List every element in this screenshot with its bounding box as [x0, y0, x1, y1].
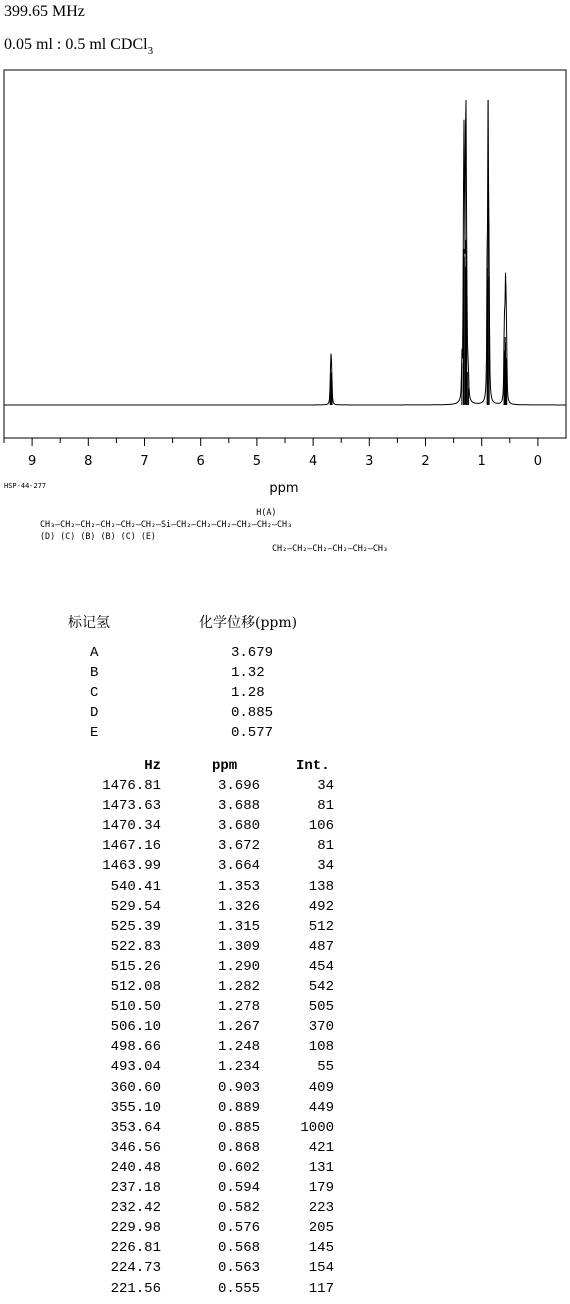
- peak-ppm-cell: 3.688: [217, 798, 260, 815]
- assignment-shift-value: 0.577: [231, 725, 274, 741]
- peak-int-cell: 145: [308, 1240, 334, 1257]
- assignment-shift-value: 3.679: [231, 645, 274, 661]
- peak-int-cell: 34: [317, 778, 334, 794]
- peak-int-cell: 205: [308, 1220, 334, 1237]
- peak-hz-cell: 224.73: [110, 1260, 161, 1277]
- peak-ppm-cell: 1.326: [217, 898, 260, 915]
- peak-ppm-cell: 0.885: [217, 1119, 260, 1136]
- x-tick-label: 0: [533, 454, 543, 469]
- peak-ppm-cell: 1.248: [217, 1039, 260, 1056]
- peak-hz-cell: 510.50: [110, 999, 161, 1016]
- peak-row: [0, 1160, 570, 1180]
- peak-hz-cell: 512.08: [110, 979, 161, 995]
- peak-row: [0, 979, 570, 999]
- structure-line-main: CH₃—CH₂—CH₂—CH₂—CH₂—CH₂—Si—CH₂—CH₂—CH₂—CH₂—CH₂—CH₃: [40, 519, 293, 529]
- x-tick-label: 4: [308, 454, 318, 469]
- peak-hz-cell: 355.10: [110, 1099, 161, 1116]
- assignment-shift-value: 0.885: [231, 705, 274, 721]
- structure-line-branch: CH₂—CH₂—CH₂—CH₂—CH₂—CH₃: [272, 543, 388, 553]
- peak-row: [0, 778, 570, 798]
- peak-hz-cell: 529.54: [110, 898, 161, 915]
- peak-ppm-cell: 3.696: [217, 778, 260, 794]
- peak-hz-cell: 229.98: [110, 1220, 161, 1237]
- peak-int-cell: 55: [317, 1059, 334, 1076]
- peak-ppm-cell: 1.315: [217, 918, 260, 935]
- assignment-hydrogen-label: B: [90, 665, 99, 681]
- peak-row: [0, 1120, 570, 1140]
- spectrometer-frequency: 399.65 MHz: [4, 3, 85, 20]
- peak-int-cell: 542: [308, 979, 334, 995]
- peak-int-cell: 505: [308, 999, 334, 1016]
- peak-row: [0, 1059, 570, 1079]
- peak-ppm-cell: 3.680: [217, 818, 260, 835]
- peak-hz-cell: 522.83: [110, 938, 161, 955]
- x-tick-label: 3: [365, 454, 374, 469]
- x-tick-label: 7: [140, 454, 149, 469]
- peak-ppm-cell: 0.903: [217, 1079, 260, 1096]
- peak-hz-cell: 360.60: [110, 1079, 161, 1096]
- peak-row: [0, 1200, 570, 1220]
- assignment-hydrogen-label: C: [90, 685, 99, 701]
- peak-row: [0, 959, 570, 979]
- peak-hz-cell: 515.26: [110, 958, 161, 975]
- peak-row: [0, 999, 570, 1019]
- peak-ppm-cell: 1.234: [217, 1059, 260, 1076]
- assignment-row: [0, 665, 570, 685]
- peak-ppm-cell: 0.602: [217, 1159, 260, 1176]
- peak-hz-cell: 1476.81: [102, 778, 161, 794]
- peak-int-cell: 117: [308, 1280, 334, 1297]
- peak-hz-cell: 1467.16: [102, 838, 161, 855]
- peak-int-cell: 108: [308, 1039, 334, 1056]
- peak-int-cell: 154: [308, 1260, 334, 1277]
- peak-row: [0, 1100, 570, 1120]
- assignment-row: [0, 705, 570, 725]
- peak-hz-cell: 1473.63: [102, 798, 161, 815]
- peak-row: [0, 899, 570, 919]
- x-tick-label: 1: [477, 454, 486, 469]
- peak-ppm-cell: 0.563: [217, 1260, 260, 1277]
- assignment-row: [0, 685, 570, 705]
- x-axis: [4, 438, 542, 469]
- peak-ppm-cell: 0.594: [217, 1180, 260, 1196]
- nmr-spectrum-chart: [0, 0, 570, 500]
- peak-hz-cell: 240.48: [110, 1159, 161, 1176]
- peak-hz-cell: 498.66: [110, 1039, 161, 1056]
- peak-int-cell: 454: [308, 958, 334, 975]
- peak-row: [0, 838, 570, 858]
- peak-hz-cell: 1470.34: [102, 818, 161, 835]
- peak-row: [0, 818, 570, 838]
- x-axis-label: ppm: [269, 481, 299, 496]
- plot-frame: [4, 70, 566, 438]
- peak-hz-cell: 1463.99: [102, 858, 161, 875]
- peak-row: [0, 1140, 570, 1160]
- peak-row: [0, 1220, 570, 1240]
- structure-line-labels: (D) (C) (B) (B) (C) (E): [40, 531, 156, 541]
- peak-row: [0, 858, 570, 878]
- peak-hz-cell: 237.18: [110, 1180, 161, 1196]
- assignment-header-shift: 化学位移(ppm): [199, 615, 298, 631]
- solvent-subscript: 3: [147, 45, 154, 57]
- peak-hz-cell: 525.39: [110, 918, 161, 935]
- assignment-hydrogen-label: A: [90, 645, 99, 661]
- x-tick-label: 6: [196, 454, 205, 469]
- peak-row: [0, 1281, 570, 1301]
- peak-hz-cell: 506.10: [110, 1019, 161, 1036]
- peak-int-cell: 106: [308, 818, 334, 835]
- x-tick-label: 8: [84, 454, 93, 469]
- peak-ppm-cell: 1.353: [217, 878, 260, 895]
- peak-int-cell: 179: [308, 1180, 334, 1196]
- assignment-header-label: 标记氢: [68, 615, 110, 631]
- peak-ppm-cell: 1.309: [217, 938, 260, 955]
- peak-hz-cell: 221.56: [110, 1280, 161, 1297]
- peak-ppm-cell: 0.568: [217, 1240, 260, 1257]
- peak-int-cell: 138: [308, 878, 334, 895]
- assignment-row: [0, 725, 570, 745]
- peak-row: [0, 1260, 570, 1280]
- peak-row: [0, 798, 570, 818]
- assignment-hydrogen-label: D: [90, 705, 99, 721]
- assignment-row: [0, 645, 570, 665]
- peak-hz-cell: 540.41: [110, 878, 161, 895]
- peak-ppm-cell: 3.664: [217, 858, 260, 875]
- peak-int-cell: 492: [308, 898, 334, 915]
- assignment-hydrogen-label: E: [90, 725, 99, 741]
- peak-header-hz: Hz: [144, 758, 161, 774]
- peak-row: [0, 1240, 570, 1260]
- peak-header-ppm: ppm: [212, 758, 238, 774]
- peak-ppm-cell: 0.868: [217, 1139, 260, 1156]
- peak-ppm-cell: 0.889: [217, 1099, 260, 1116]
- peak-row: [0, 1039, 570, 1059]
- peak-hz-cell: 493.04: [110, 1059, 161, 1076]
- peak-int-cell: 223: [308, 1200, 334, 1217]
- x-tick-label: 2: [421, 454, 430, 469]
- solvent-text: 0.05 ml : 0.5 ml CDCl: [4, 36, 148, 53]
- peak-ppm-cell: 0.582: [217, 1200, 260, 1217]
- peak-hz-cell: 353.64: [110, 1119, 161, 1136]
- peak-row: [0, 1080, 570, 1100]
- peak-row: [0, 879, 570, 899]
- peak-int-cell: 131: [308, 1159, 334, 1176]
- peak-lines: [330, 100, 507, 405]
- peak-hz-cell: 232.42: [110, 1200, 161, 1217]
- peak-row: [0, 939, 570, 959]
- peak-int-cell: 34: [317, 858, 334, 875]
- x-tick-label: 5: [252, 454, 262, 469]
- peak-hz-cell: 226.81: [110, 1240, 161, 1257]
- molecule-structure: [40, 506, 388, 554]
- peak-ppm-cell: 1.278: [217, 999, 260, 1016]
- peak-ppm-cell: 1.290: [217, 958, 260, 975]
- spectrum-trace: [4, 100, 566, 405]
- assignment-shift-value: 1.32: [231, 665, 265, 681]
- peak-int-cell: 81: [317, 838, 334, 855]
- structure-line-h: H(A): [226, 507, 277, 517]
- peak-int-cell: 1000: [300, 1119, 334, 1136]
- peak-int-cell: 370: [308, 1019, 334, 1036]
- peak-int-cell: 487: [308, 938, 334, 955]
- peak-int-cell: 449: [308, 1099, 334, 1116]
- assignment-shift-value: 1.28: [231, 685, 265, 701]
- peak-int-cell: 409: [308, 1079, 334, 1096]
- peak-int-cell: 421: [308, 1139, 334, 1156]
- peak-int-cell: 512: [308, 918, 334, 935]
- peak-row: [0, 1180, 570, 1200]
- peak-int-cell: 81: [317, 798, 334, 815]
- peak-hz-cell: 346.56: [110, 1139, 161, 1156]
- peak-row: [0, 919, 570, 939]
- peak-header-int: Int.: [296, 758, 330, 774]
- x-tick-label: 9: [27, 454, 37, 469]
- peak-ppm-cell: 0.555: [217, 1280, 260, 1297]
- peak-ppm-cell: 3.672: [217, 838, 260, 855]
- peak-ppm-cell: 1.267: [217, 1019, 260, 1036]
- peak-ppm-cell: 0.576: [217, 1220, 260, 1237]
- peak-row: [0, 1019, 570, 1039]
- spectrum-code: HSP-44-277: [4, 482, 47, 490]
- peak-ppm-cell: 1.282: [217, 979, 260, 995]
